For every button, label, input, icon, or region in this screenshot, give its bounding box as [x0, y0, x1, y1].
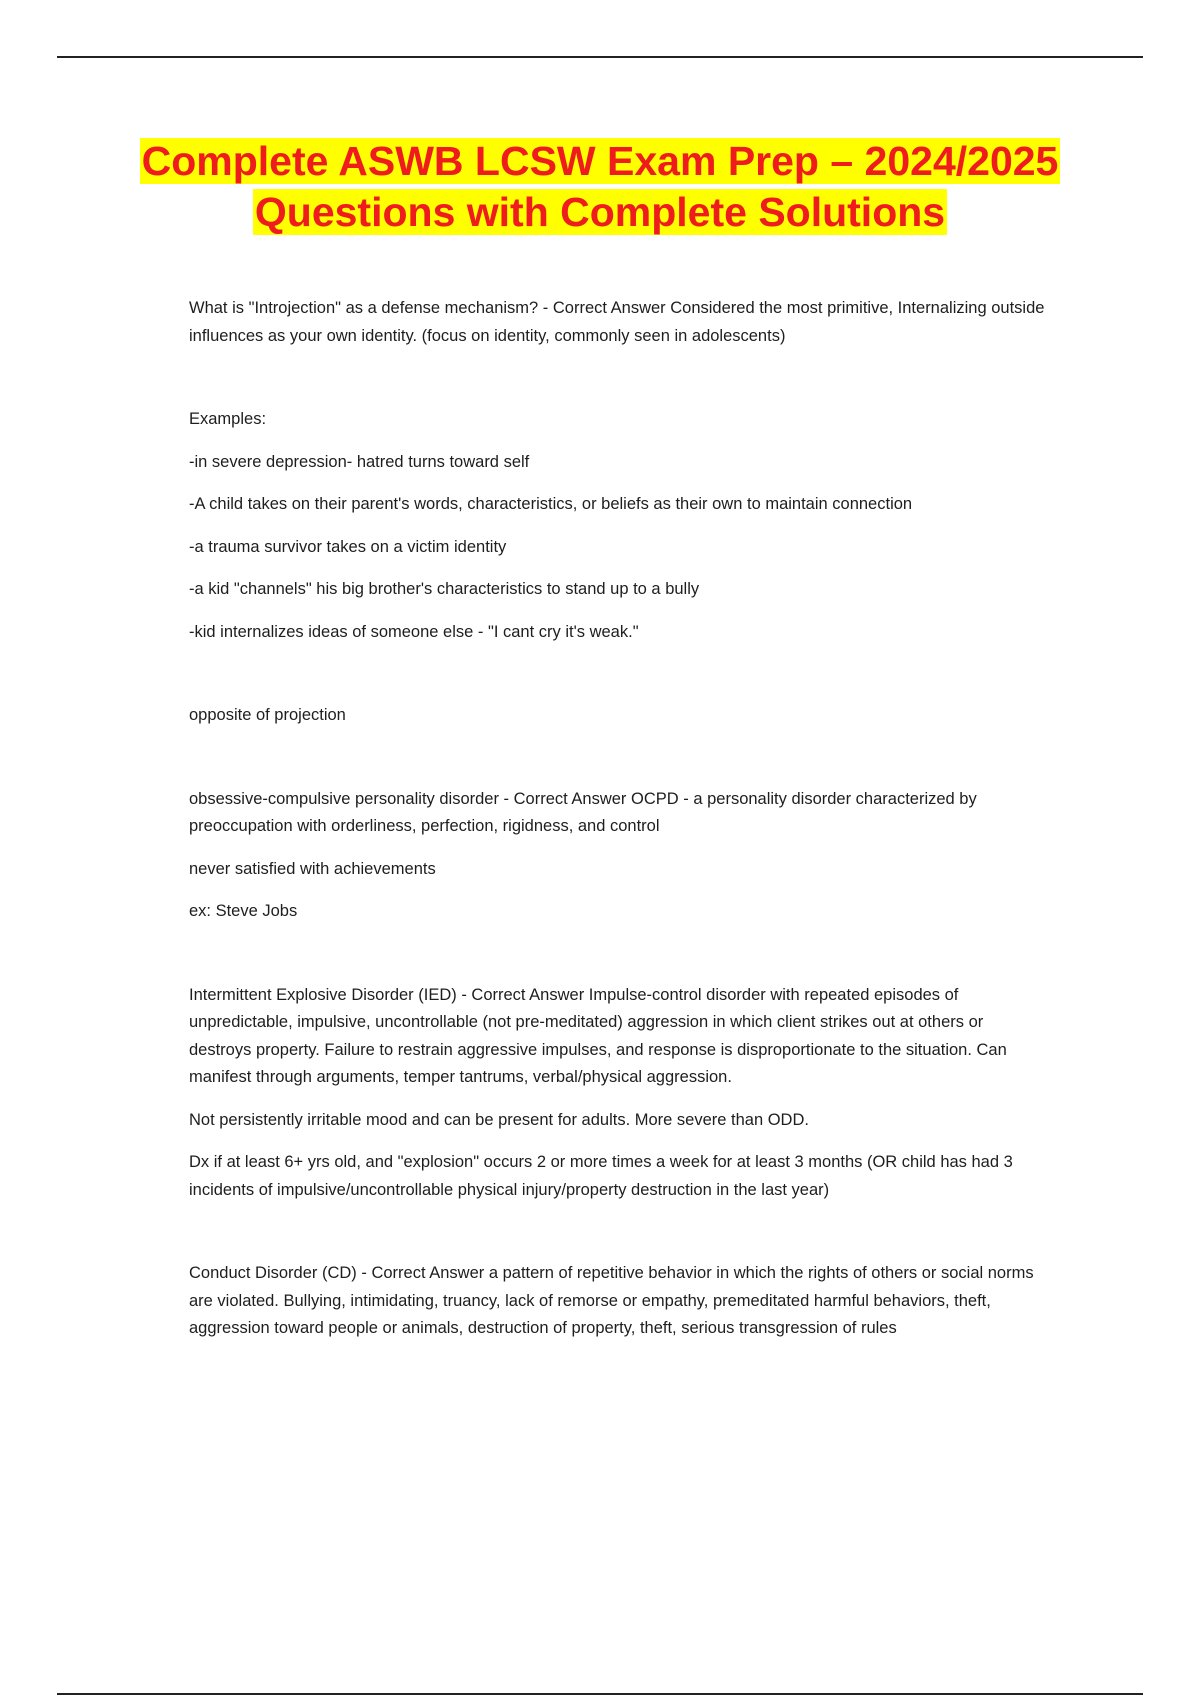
introjection-note: opposite of projection	[189, 706, 346, 724]
example-item: -a kid "channels" his big brother's characteristics to stand up to a bully	[189, 580, 700, 598]
example-item: -A child takes on their parent's words, characteristics, or beliefs as their own to maintain connection	[189, 495, 913, 513]
example-item: -kid internalizes ideas of someone else - "I cant cry it's weak."	[189, 622, 639, 641]
ocpd-detail: never satisfied with achievements	[189, 859, 436, 878]
ied-qa: Intermittent Explosive Disorder (IED) - Correct Answer Impulse-control disorder with repeated episodes of unpredictable, impulsive, uncontrollable (not pre-meditated) aggression in which client strikes out at others or destroys property. Failure to restrain aggressive impulses, and response is disproportionate to the situation. Can manifest through arguments, temper tantrums, verbal/physical aggression.	[189, 985, 1007, 1086]
document-title	[100, 136, 1100, 238]
examples-label: Examples:	[189, 410, 267, 428]
example-item: -in severe depression- hatred turns toward self	[189, 452, 530, 471]
ied-detail: Not persistently irritable mood and can be present for adults. More severe than ODD.	[189, 1110, 809, 1129]
example-item: -a trauma survivor takes on a victim identity	[189, 537, 507, 556]
ied-criteria: Dx if at least 6+ yrs old, and "explosion" occurs 2 or more times a week for at least 3 months (OR child has had 3 incidents of impulsive/uncontrollable physical injury/property destruction in the last year)	[189, 1153, 1013, 1199]
cd-qa: Conduct Disorder (CD) - Correct Answer a pattern of repetitive behavior in which the rights of others or social norms are violated. Bullying, intimidating, truancy, lack of remorse or empathy, premeditated harmful behaviors, theft, aggression toward people or animals, destruction of property, theft, serious transgression of rules	[189, 1264, 1034, 1337]
footer-rule	[57, 1693, 1143, 1695]
ocpd-qa: obsessive-compulsive personality disorder - Correct Answer OCPD - a personality disorder characterized by preoccupation with orderliness, perfection, rigidness, and control	[189, 789, 977, 835]
document-body	[189, 295, 1049, 1343]
header-rule	[57, 56, 1143, 58]
document-title-text: Complete ASWB LCSW Exam Prep – 2024/2025 Questions with Complete Solutions	[141, 138, 1059, 235]
ocpd-example: ex: Steve Jobs	[189, 902, 298, 920]
introjection-qa: What is "Introjection" as a defense mechanism? - Correct Answer Considered the most primitive, Internalizing outside influences as your own identity. (focus on identity, commonly seen in adolescents)	[189, 299, 1045, 345]
